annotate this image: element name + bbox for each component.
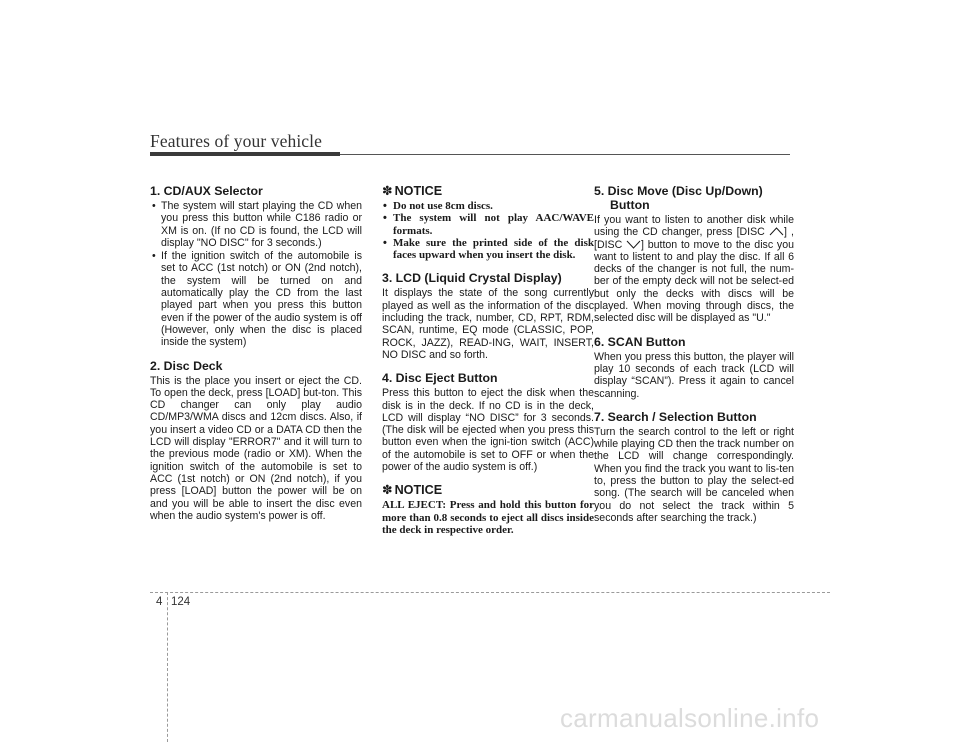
notice-star-icon: ✽ bbox=[382, 483, 393, 498]
list-item: • Do not use 8cm discs. bbox=[382, 200, 594, 212]
chevron-down-icon bbox=[626, 240, 641, 249]
list-item: • If the ignition switch of the automobile is set to ACC (1st notch) or ON (2nd notch), the system will be turned on and automatically play the CD from the last played part when you press this button even if the power of the audio system is off (However, only when the disc is placed inside the system) bbox=[150, 250, 362, 348]
column-2 bbox=[382, 184, 594, 536]
cd-aux-bullet-list bbox=[150, 200, 362, 349]
text-run: ] button to move to the disc you want to listent to and play the disc. If all 6 decks of the changer is not full, the num-ber of the empty deck will not be select-ed but only the decks with discs will be played. When moving through discs, the selected disc will be displayed as "U." bbox=[594, 238, 794, 325]
footer-dashed-divider bbox=[167, 592, 168, 742]
notice-heading-eject bbox=[382, 483, 594, 498]
disc-deck-paragraph: This is the place you insert or eject the CD. To open the deck, press [LOAD] but-ton. This CD changer can only play audio CD/MP3/WMA discs and 12cm discs. Also, if you insert a video CD or a DATA CD then the LCD will display "ERROR7" and it will turn to the previous mode (radio or XM). When the ignition switch of the automobile is set to ACC (1st notch) or ON (2nd notch), if you press [LOAD] button the power will be on and you will be able to insert the disc even when the audio system's power is off. bbox=[150, 374, 362, 522]
scan-paragraph: When you press this button, the player will play 10 seconds of each track (LCD will display “SCAN”). Press it again to cancel scanning. bbox=[594, 350, 794, 400]
section-heading-disc-deck: 2. Disc Deck bbox=[150, 358, 223, 373]
page-number: 124 bbox=[171, 596, 191, 608]
section-heading-disc-eject: 4. Disc Eject Button bbox=[382, 371, 498, 386]
header-rule bbox=[340, 154, 790, 155]
all-eject-notice-text: ALL EJECT: Press and hold this button for more than 0.8 seconds to eject all discs inside the deck in respective order. bbox=[382, 499, 594, 536]
heading-line: Button bbox=[610, 198, 650, 212]
column-1 bbox=[150, 184, 362, 522]
section-heading-cd-aux-selector: 1. CD/AUX Selector bbox=[150, 184, 263, 198]
header-bar bbox=[150, 152, 340, 156]
notice-heading bbox=[382, 184, 594, 199]
section-heading-scan: 6. SCAN Button bbox=[594, 334, 686, 349]
chapter-number: 4 bbox=[156, 596, 163, 608]
footer-dashed-rule bbox=[150, 592, 830, 593]
chevron-up-icon bbox=[769, 227, 784, 236]
disc-move-paragraph bbox=[594, 214, 794, 325]
column-3 bbox=[594, 184, 794, 524]
notice-label: NOTICE bbox=[394, 184, 443, 198]
text-run: If you want to listen to another disk while using the CD changer, press [DISC bbox=[594, 214, 794, 239]
watermark: carmanualsonline.info bbox=[560, 703, 820, 733]
notice-star-icon: ✽ bbox=[382, 184, 393, 198]
section-heading-lcd: 3. LCD (Liquid Crystal Display) bbox=[382, 271, 562, 286]
heading-line: 5. Disc Move (Disc Up/Down) bbox=[594, 184, 763, 198]
section-heading-search: 7. Search / Selection Button bbox=[594, 409, 757, 424]
disc-eject-paragraph: Press this button to eject the disk when the disk is in the deck. If no CD is in the deck, LCD will display “NO DISC” for 3 seconds. (The disk will be ejected when you press this button even when the igni-tion switch (ACC) of the automobile is set to OFF or when the power of the audio system is off.) bbox=[382, 387, 594, 474]
notice-list bbox=[382, 200, 594, 261]
list-item: • The system will start playing the CD when you press this button while C186 radio or XM is on. (If no CD is found, the LCD will display "NO DISC" for 3 seconds.) bbox=[150, 200, 362, 249]
lcd-paragraph: It displays the state of the song currently played as well as the information of the disc including the track, number, CD, RPT, RDM, SCAN, runtime, EQ mode (CLASSIC, POP, ROCK, JAZZ), READ-ING, WAIT, INSERT, NO DISC and so forth. bbox=[382, 287, 594, 361]
list-item: • Make sure the printed side of the disk faces upward when you insert the disk. bbox=[382, 237, 594, 262]
list-item: • The system will not play AAC/WAVE formats. bbox=[382, 212, 594, 237]
section-heading-disc-move bbox=[594, 184, 794, 212]
page-header-title: Features of your vehicle bbox=[150, 131, 322, 151]
search-paragraph: Turn the search control to the left or right while playing CD then the track number on the LCD will change correspondingly. When you find the track you want to lis-ten to, press the button to play the select-ed song. (The search will be canceled when you do not select the track within 5 seconds after searching the track.) bbox=[594, 425, 794, 524]
text-run: ] , [DISC bbox=[594, 226, 794, 251]
notice-label: NOTICE bbox=[394, 483, 443, 498]
